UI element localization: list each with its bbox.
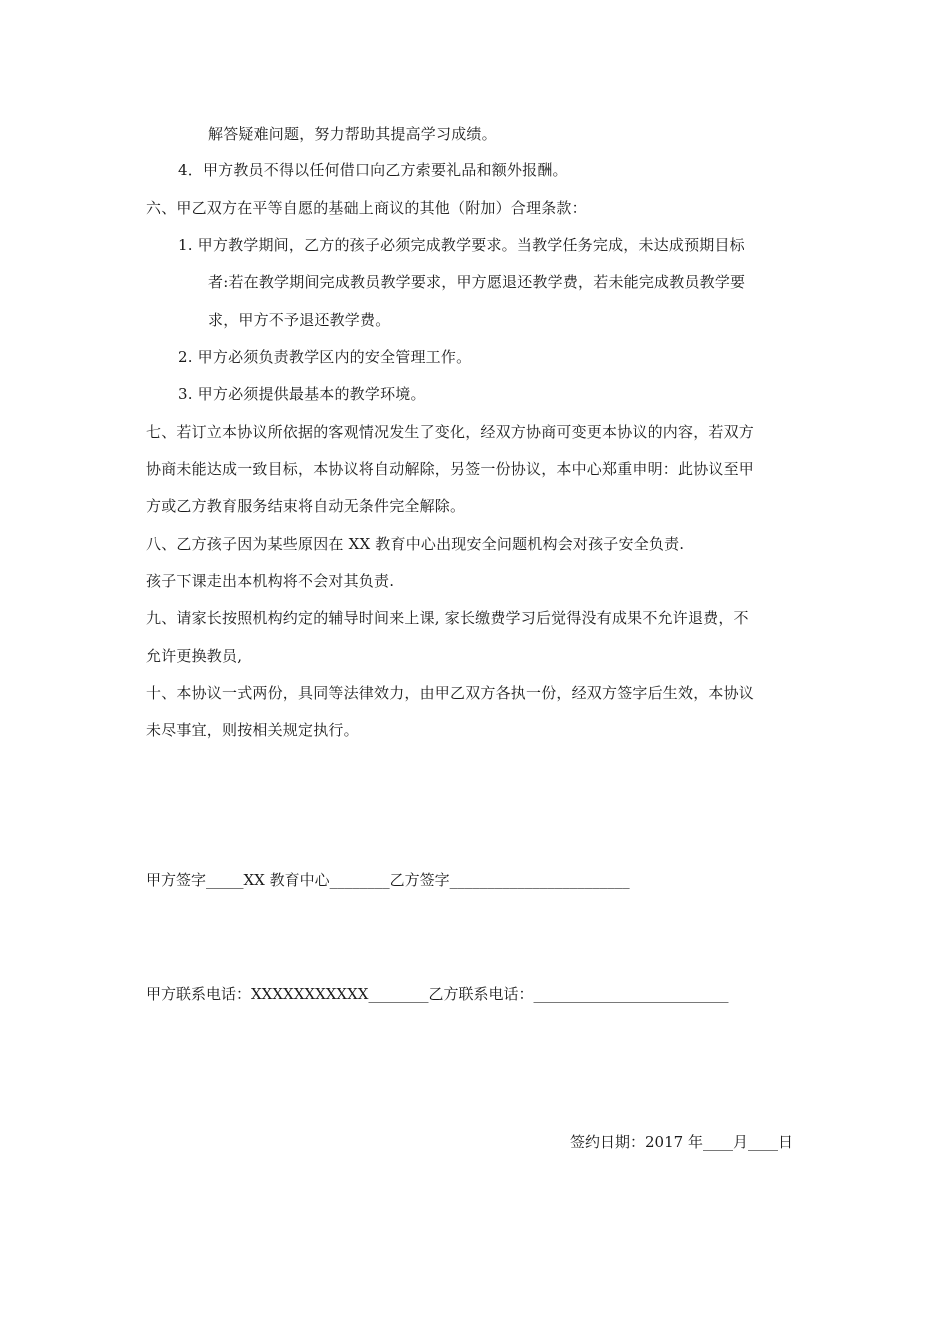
clause-6-item-3: 3. 甲方必须提供最基本的教学环境。: [178, 385, 426, 403]
clause-10-line-1: 十、本协议一式两份，具同等法律效力，由甲乙双方各执一份，经双方签字后生效，本协议: [146, 684, 755, 702]
clause-6-item-1-cont-2: 求，甲方不予退还教学费。: [208, 311, 391, 329]
clause-6-item-1-cont-1: 者:若在教学期间完成教员教学要求，甲方愿退还教学费，若未能完成教员教学要: [208, 273, 746, 291]
clause-8-line-2: 孩子下课走出本机构将不会对其负责.: [146, 572, 395, 590]
clause-9-line-2: 允许更换教员,: [146, 647, 243, 665]
signature-line: 甲方签字_____XX 教育中心________乙方签字________________________: [146, 871, 630, 889]
clause-8-line-1: 八、乙方孩子因为某些原因在 XX 教育中心出现安全问题机构会对孩子安全负责.: [146, 535, 685, 553]
clause-5-item-4: 4．甲方教员不得以任何借口向乙方索要礼品和额外报酬。: [178, 161, 568, 179]
clause-7-line-3: 方或乙方教育服务结束将自动无条件完全解除。: [146, 497, 466, 515]
clause-5-continuation: 解答疑难问题，努力帮助其提高学习成绩。: [208, 125, 497, 143]
clause-6-item-2: 2. 甲方必须负责教学区内的安全管理工作。: [178, 348, 472, 366]
clause-6-item-1: 1. 甲方教学期间，乙方的孩子必须完成教学要求。当教学任务完成，未达成预期目标: [178, 236, 745, 254]
clause-7-line-1: 七、若订立本协议所依据的客观情况发生了变化，经双方协商可变更本协议的内容，若双方: [146, 423, 755, 441]
contact-phone-line: 甲方联系电话：XXXXXXXXXXX________乙方联系电话：__________________________: [146, 985, 729, 1003]
clause-6-heading: 六、甲乙双方在平等自愿的基础上商议的其他（附加）合理条款：: [146, 199, 587, 217]
clause-7-line-2: 协商未能达成一致目标，本协议将自动解除，另签一份协议，本中心郑重申明：此协议至甲: [146, 460, 755, 478]
signing-date: 签约日期：2017 年____月____日: [570, 1133, 793, 1151]
clause-10-line-2: 未尽事宜，则按相关规定执行。: [146, 721, 359, 739]
clause-9-line-1: 九、请家长按照机构约定的辅导时间来上课, 家长缴费学习后觉得没有成果不允许退费，不: [146, 609, 749, 627]
